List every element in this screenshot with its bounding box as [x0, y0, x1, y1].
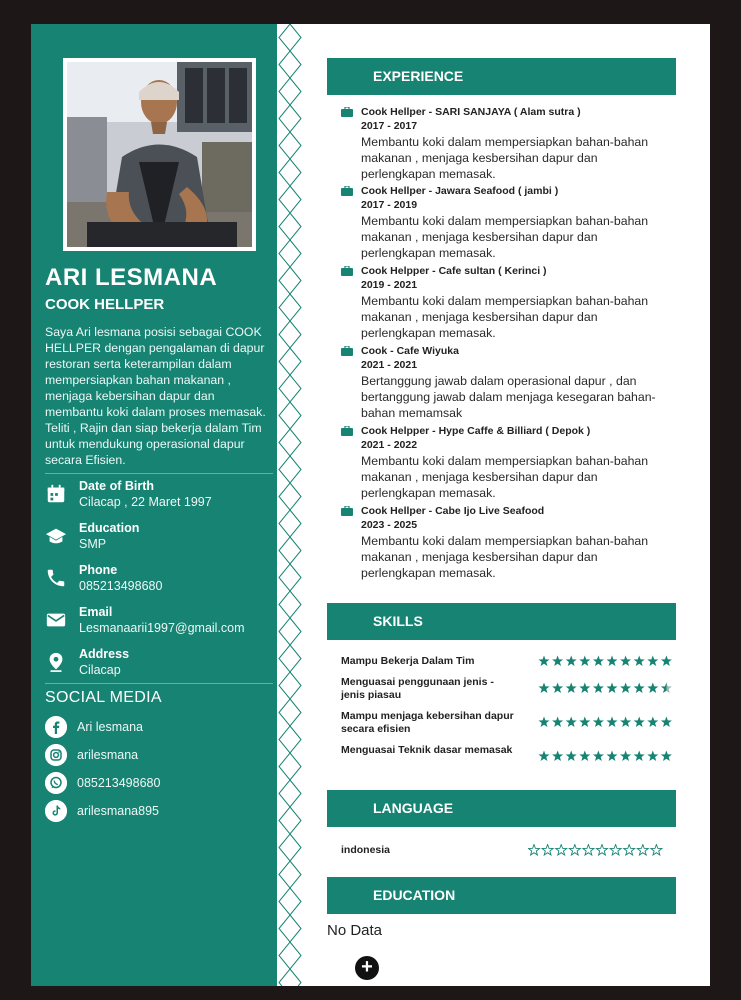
experience-years: 2019 - 2021: [361, 279, 418, 291]
candidate-role: COOK HELLPER: [45, 296, 165, 313]
skill-rating: [538, 682, 678, 694]
contact-title: Address: [79, 647, 130, 661]
sidebar-divider: [45, 683, 273, 684]
skill-rating: [538, 750, 678, 762]
rating-star: [634, 683, 645, 693]
social-handle: 085213498680: [77, 776, 161, 790]
contact-title: Education: [79, 521, 140, 535]
contact-title: Phone: [79, 563, 118, 577]
decorative-diamond-strip: [277, 24, 303, 986]
experience-header: EXPERIENCE: [327, 58, 676, 95]
skill-rating: [538, 655, 678, 667]
rating-star: [593, 656, 604, 666]
briefcase-icon: [341, 346, 353, 356]
rating-star: [606, 717, 617, 727]
sidebar: [31, 24, 277, 986]
rating-star: [538, 656, 549, 666]
contact-title: Date of Birth: [79, 479, 154, 493]
briefcase-icon: [341, 107, 353, 117]
rating-star: [610, 845, 621, 855]
rating-star: [647, 751, 658, 761]
instagram-icon: [45, 744, 67, 766]
rating-star: [583, 845, 594, 855]
experience-title: Cook - Cafe Wiyuka: [361, 345, 459, 357]
experience-title: Cook Hellper - Cabe Ijo Live Seafood: [361, 505, 545, 517]
language-name: indonesia: [341, 844, 391, 856]
rating-star: [593, 683, 604, 693]
skill-name: Mampu Bekerja Dalam Tim: [341, 655, 475, 667]
rating-star: [566, 683, 577, 693]
add-education-button[interactable]: +: [355, 956, 379, 980]
contact-value: Cilacap: [79, 663, 121, 677]
profile-photo: [63, 58, 256, 251]
contact-title: Email: [79, 605, 113, 619]
experience-description: Membantu koki dalam mempersiapkan bahan-bahan makanan , menjaga kesbersihan dapur dan perlengkapan memasak.: [361, 214, 649, 260]
education-empty-text: No Data: [327, 922, 383, 939]
rating-star: [620, 717, 631, 727]
skill-rating: [538, 716, 678, 728]
experience-description: Membantu koki dalam mempersiapkan bahan-bahan makanan , menjaga kesbersihan dapur dan perlengkapan memasak.: [361, 294, 649, 340]
candidate-name: ARI LESMANA: [45, 264, 218, 291]
social-whatsapp[interactable]: [45, 772, 275, 796]
rating-star: [552, 683, 563, 693]
contact-phone: [45, 563, 275, 603]
phone-icon: [45, 567, 67, 589]
education-header: EDUCATION: [327, 877, 676, 914]
experience-title: Cook Hellper - SARI SANJAYA ( Alam sutra ): [361, 106, 581, 118]
briefcase-icon: [341, 266, 353, 276]
rating-star: [528, 845, 539, 855]
rating-star: [606, 656, 617, 666]
contact-value: Lesmanaarii1997@gmail.com: [79, 621, 245, 635]
experience-description: Membantu koki dalam mempersiapkan bahan-bahan makanan , menjaga kesbersihan dapur dan perlengkapan memasak.: [361, 454, 649, 500]
social-facebook[interactable]: [45, 716, 275, 740]
rating-star: [552, 751, 563, 761]
rating-star: [556, 845, 567, 855]
rating-star: [647, 683, 658, 693]
rating-star: [634, 717, 645, 727]
profile-photo-image: [67, 62, 252, 247]
experience-years: 2021 - 2021: [361, 359, 418, 371]
skill-name: Menguasai Teknik dasar memasak: [341, 744, 513, 756]
experience-title: Cook Hellper - Jawara Seafood ( jambi ): [361, 185, 559, 197]
experience-title: Cook Helpper - Cafe sultan ( Kerinci ): [361, 265, 547, 277]
social-instagram[interactable]: [45, 744, 275, 768]
rating-star: [637, 845, 648, 855]
rating-star: [620, 683, 631, 693]
rating-star: [566, 751, 577, 761]
rating-star: [606, 751, 617, 761]
calendar-icon: [45, 483, 67, 505]
social-tiktok[interactable]: [45, 800, 275, 824]
rating-star: [538, 751, 549, 761]
rating-star: [606, 683, 617, 693]
experience-years: 2017 - 2019: [361, 199, 418, 211]
rating-star: [624, 845, 635, 855]
rating-star: [579, 751, 590, 761]
rating-star: [620, 656, 631, 666]
resume-page: [31, 24, 710, 986]
language-rating: [528, 844, 668, 856]
email-icon: [45, 609, 67, 631]
profile-summary: Saya Ari lesmana posisi sebagai COOK HELLPER dengan pengalaman di dapur restoran serta keterampilan dalam mempersiapkan bahan makanan , menjaga kebersihan dapur dan membantu koki dalam proses memasak. Teliti , Rajin dan siap bekerja dalam Tim untuk mendukung operasional dapur secara Efisien.: [45, 325, 266, 467]
graduation-cap-icon: [45, 525, 67, 547]
rating-star: [579, 717, 590, 727]
contact-address: [45, 647, 275, 687]
rating-star: [579, 656, 590, 666]
briefcase-icon: [341, 506, 353, 516]
social-handle: arilesmana895: [77, 804, 159, 818]
rating-star: [661, 751, 672, 761]
rating-star: [661, 656, 672, 666]
rating-star: [552, 717, 563, 727]
rating-star: [596, 845, 607, 855]
facebook-icon: [45, 716, 67, 738]
rating-star: [661, 717, 672, 727]
location-pin-icon: [45, 651, 67, 673]
rating-star: [593, 717, 604, 727]
rating-star: [566, 656, 577, 666]
rating-star: [634, 751, 645, 761]
rating-star: [569, 845, 580, 855]
skills-header: SKILLS: [327, 603, 676, 640]
rating-star: [552, 656, 563, 666]
skill-name: Menguasai penggunaan jenis - jenis piasau: [341, 676, 494, 701]
experience-description: Bertanggung jawab dalam operasional dapur , dan bertanggung jawab dalam menjaga kesegaran bahan-bahan memamsak: [361, 374, 656, 420]
rating-star: [538, 683, 549, 693]
tiktok-icon: [45, 800, 67, 822]
rating-star: [593, 751, 604, 761]
briefcase-icon: [341, 426, 353, 436]
rating-star: [566, 717, 577, 727]
experience-years: 2017 - 2017: [361, 120, 418, 132]
social-media-title: SOCIAL MEDIA: [45, 689, 162, 706]
contact-email: [45, 605, 275, 645]
language-header: LANGUAGE: [327, 790, 676, 827]
social-handle: Ari lesmana: [77, 720, 143, 734]
contact-value: SMP: [79, 537, 107, 551]
experience-title: Cook Helpper - Hype Caffe & Billiard ( Depok ): [361, 425, 591, 437]
rating-star: [647, 717, 658, 727]
rating-star: [579, 683, 590, 693]
contact-date-of-birth: [45, 479, 275, 519]
rating-star: [634, 656, 645, 666]
contact-education: [45, 521, 275, 561]
briefcase-icon: [341, 186, 353, 196]
contact-value: Cilacap , 22 Maret 1997: [79, 495, 212, 509]
experience-years: 2023 - 2025: [361, 519, 418, 531]
whatsapp-icon: [45, 772, 67, 794]
skill-name: Mampu menjaga kebersihan dapur secara efisien: [341, 710, 514, 735]
experience-description: Membantu koki dalam mempersiapkan bahan-bahan makanan , menjaga kesbersihan dapur dan perlengkapan memasak.: [361, 135, 649, 181]
rating-star: [538, 717, 549, 727]
rating-star: [661, 683, 672, 693]
social-handle: arilesmana: [77, 748, 139, 762]
rating-star: [620, 751, 631, 761]
contact-value: 085213498680: [79, 579, 163, 593]
experience-years: 2021 - 2022: [361, 439, 418, 451]
experience-description: Membantu koki dalam mempersiapkan bahan-bahan makanan , menjaga kesbersihan dapur dan perlengkapan memasak.: [361, 534, 649, 580]
rating-star: [651, 845, 662, 855]
rating-star: [647, 656, 658, 666]
sidebar-divider: [45, 473, 273, 474]
rating-star: [542, 845, 553, 855]
